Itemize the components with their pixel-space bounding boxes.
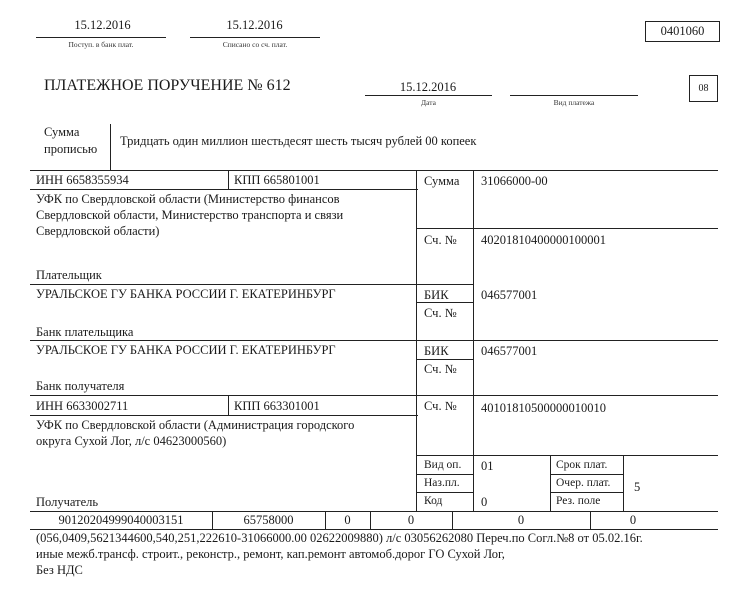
tax-oktmo: 65758000 xyxy=(243,513,294,527)
date-debited: 15.12.2016 xyxy=(226,18,283,32)
tax-field-106: 0 xyxy=(344,513,351,527)
payer-name-line-2: Свердловской области, Министерство транспорта и связи xyxy=(36,208,344,222)
document-date-caption: Дата xyxy=(421,98,436,107)
payer-label: Плательщик xyxy=(36,268,102,282)
payer-kpp: КПП 665801001 xyxy=(234,173,320,187)
payer-bank-label: Банк плательщика xyxy=(36,325,134,339)
recipient-bank-account-label: Сч. № xyxy=(424,362,457,376)
purpose-line-3: Без НДС xyxy=(36,563,83,577)
srok-label: Срок плат. xyxy=(556,459,608,471)
recipient-bank-name: УРАЛЬСКОЕ ГУ БАНКА РОССИИ Г. ЕКАТЕРИНБУРГ xyxy=(36,343,336,357)
payer-name-line-3: Свердловской области) xyxy=(36,224,160,238)
amount-words-label-1: Сумма xyxy=(44,125,80,139)
recipient-account-label: Сч. № xyxy=(424,399,457,413)
tax-field-107: 0 xyxy=(407,513,415,527)
status-code: 08 xyxy=(689,75,718,102)
form-code: 0401060 xyxy=(645,21,720,42)
purpose-line-2: иные межб.трансф. строит., реконстр., ремонт, кап.ремонт автомоб.дорог ГО Сухой Лог, xyxy=(36,547,505,561)
document-title: ПЛАТЕЖНОЕ ПОРУЧЕНИЕ № 612 xyxy=(44,77,291,94)
recipient-account-value: 40101810500000010010 xyxy=(481,401,606,415)
payment-type-caption: Вид платежа xyxy=(553,98,595,107)
recipient-bank-label: Банк получателя xyxy=(36,379,125,393)
recipient-name-line-1: УФК по Свердловской области (Администрация городского xyxy=(36,418,355,432)
payer-bank-bik-label: БИК xyxy=(424,288,449,302)
purpose-line-1: (056,0409,5621344600,540,251,222610-31066000.00 02622009880) л/с 03056262080 Переч.по Согл.№8 от 05.02.16г. xyxy=(36,531,643,545)
rez-label: Рез. поле xyxy=(556,495,601,507)
recipient-inn: ИНН 6633002711 xyxy=(36,399,129,413)
kod-label: Код xyxy=(424,495,443,507)
tax-field-109: 0 xyxy=(629,513,637,527)
payer-bank-bik-value: 046577001 xyxy=(481,288,538,302)
amount-words-value: Тридцать один миллион шестьдесят шесть тысяч рублей 00 копеек xyxy=(120,134,477,148)
payer-account-label: Сч. № xyxy=(424,233,457,247)
recipient-bank-bik-label: БИК xyxy=(424,344,449,358)
vid-op-value: 01 xyxy=(481,459,494,473)
vid-op-label: Вид оп. xyxy=(424,459,462,471)
ocher-label: Очер. плат. xyxy=(556,477,611,489)
kod-value: 0 xyxy=(481,495,488,509)
tax-field-108: 0 xyxy=(517,513,525,527)
document-date: 15.12.2016 xyxy=(399,80,457,94)
recipient-bank-bik-value: 046577001 xyxy=(481,344,538,358)
ocher-value: 5 xyxy=(634,480,641,494)
payer-sum-label: Сумма xyxy=(424,174,460,188)
date-debited-caption: Списано со сч. плат. xyxy=(222,40,288,49)
naz-pl-label: Наз.пл. xyxy=(424,477,460,489)
tax-kbk: 90120204999040003151 xyxy=(58,513,184,527)
recipient-name-line-2: округа Сухой Лог, л/с 04623000560) xyxy=(36,434,227,448)
payer-bank-account-label: Сч. № xyxy=(424,306,457,320)
date-received: 15.12.2016 xyxy=(74,18,131,32)
payer-inn: ИНН 6658355934 xyxy=(36,173,129,187)
payer-name-line-1: УФК по Свердловской области (Министерство финансов xyxy=(36,192,340,206)
payer-sum-value: 31066000-00 xyxy=(481,174,548,188)
recipient-label: Получатель xyxy=(36,495,99,509)
payer-account-value: 40201810400000100001 xyxy=(481,233,606,247)
amount-words-label-2: прописью xyxy=(44,142,98,156)
recipient-kpp: КПП 663301001 xyxy=(234,399,320,413)
payer-bank-name: УРАЛЬСКОЕ ГУ БАНКА РОССИИ Г. ЕКАТЕРИНБУРГ xyxy=(36,287,336,301)
date-received-caption: Поступ. в банк плат. xyxy=(68,40,134,49)
